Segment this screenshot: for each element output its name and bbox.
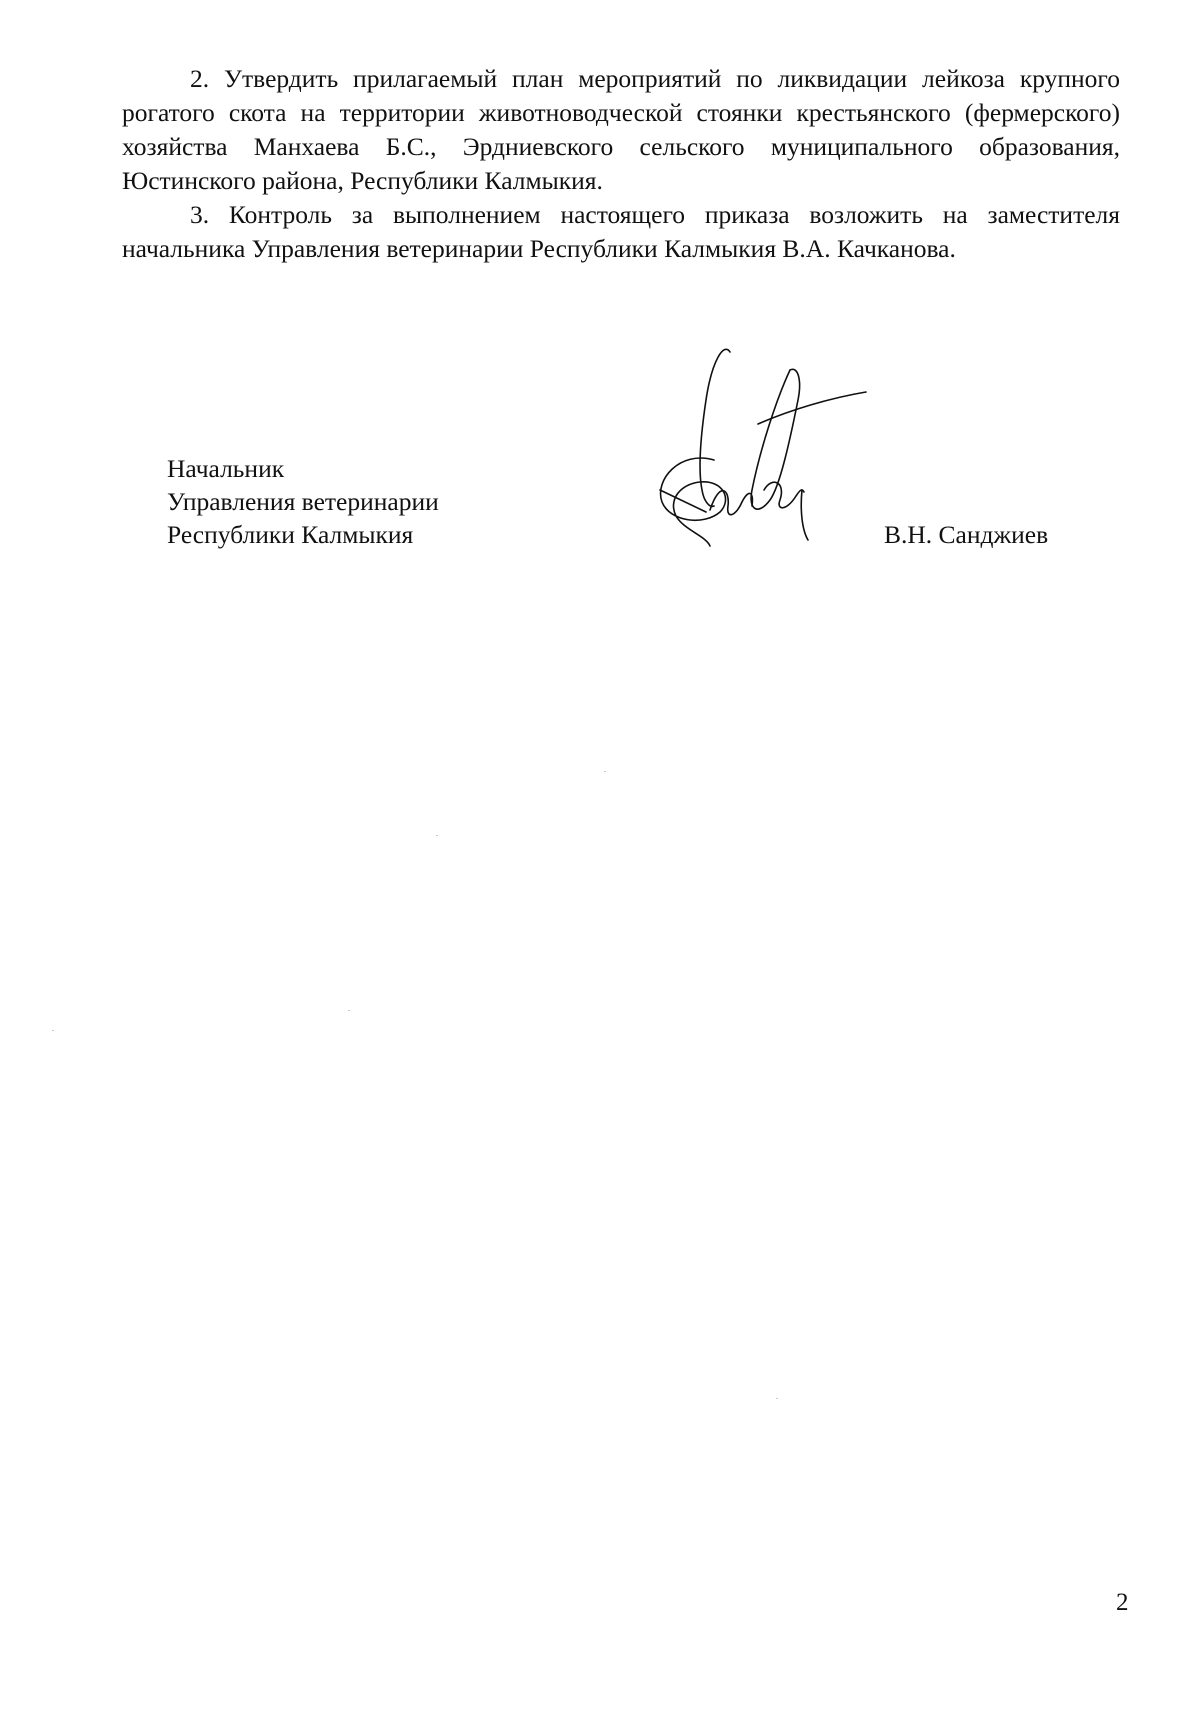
signatory-title-line-2: Управления ветеринарии [167, 487, 439, 516]
handwritten-signature-icon [640, 340, 870, 560]
document-body [122, 62, 1120, 266]
scan-speck [776, 1398, 778, 1399]
page-number: 2 [1116, 1589, 1129, 1616]
signatory-title-line-1: Начальник [167, 454, 285, 483]
signatory-title [167, 452, 439, 551]
paragraph-control: 3. Контроль за выполнением настоящего приказа возложить на заместителя начальника Управления ветеринарии Республики Калмыкия В.А. Качканова. [122, 200, 1120, 263]
signatory-name: В.Н. Санджиев [884, 520, 1049, 549]
signatory-title-line-3: Республики Калмыкия [167, 520, 414, 549]
paragraph-approve-plan: 2. Утвердить прилагаемый план мероприятий по ликвидации лейкоза крупного рогатого скота на территории животноводческой стоянки крестьянского (фермерского) хозяйства Манхаева Б.С., Эрдниевского сельского муниципального образования, Юстинского района, Республики Калмыкия. [122, 64, 1120, 195]
scan-speck [604, 771, 606, 772]
scan-speck [348, 1010, 350, 1011]
scan-speck [52, 1030, 54, 1031]
scan-speck [436, 835, 438, 836]
